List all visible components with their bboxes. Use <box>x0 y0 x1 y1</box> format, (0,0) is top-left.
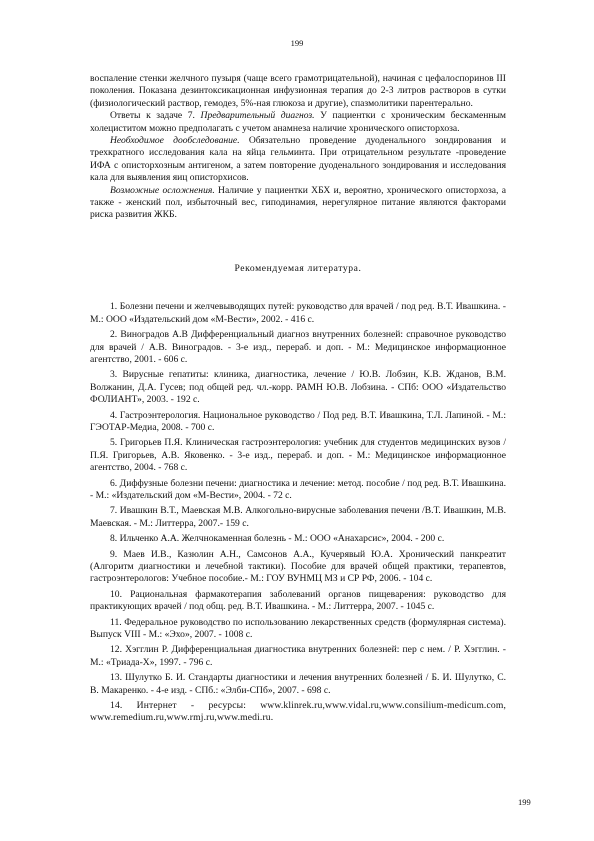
page-content <box>90 73 506 728</box>
reference-item: 5. Григорьев П.Я. Клиническая гастроэнтерология: учебник для студентов медицинских вузов / П.Я. Григорьев, А.В. Яковенко. - 3-е изд., перераб. и доп. - М.: Медицинское информационное агентство, 2004. - 768 с. <box>90 437 506 474</box>
references-list <box>90 301 506 725</box>
reference-item: 11. Федеральное руководство по использованию лекарственных средств (формулярная система). Выпуск VIII - М.: «Эхо», 2007. - 1008 с. <box>90 616 506 641</box>
reference-item-internet: 14. Интернет - ресурсы: www.klinrek.ru,www.vidal.ru,www.consilium-medicum.com, www.remedium.ru,www.rmj.ru,www.medi.ru. <box>90 700 506 724</box>
required-exam-text: Обязательно проведение дуоденального зондирования и трехкратного исследования кала на яйца гельминта. При отрицательном результате -проведение ИФА с описторхозным антигеном, а затем повторение дуоденального зондирования и исследования кала для выявления яиц описторхисов. <box>90 135 506 184</box>
required-exam-label: Необходимое дообследование. <box>110 135 240 147</box>
reference-item: 6. Диффузные болезни печени: диагностика и лечение: метод. пособие / под ред. В.Т. Ивашкина. - М.: «Издательский дом «М-Вести», 2004. - 72 с. <box>90 477 506 501</box>
reference-item: 3. Вирусные гепатиты: клиника, диагностика, лечение / Ю.В. Лобзин, К.В. Жданов, В.М. Волжанин, Д.А. Гусев; под общей ред. чл.-корр. РАМН Ю.В. Лобзина. - СПб: ООО «Издательство ФОЛИАНТ», 2003. - 192 с. <box>90 369 506 406</box>
reference-item: 2. Виноградов А.В Дифференциальный диагноз внутренних болезней: справочное руководство для врачей / А.В. Виноградов. - 3-е изд., перераб. и доп. - М.: Медицинское информационное агентство, 2001. - 606 с. <box>90 329 506 365</box>
paragraph-treatment: воспаление стенки желчного пузыря (чаще всего грамотрицательной), начиная с цефалоспоринов III поколения. Показана дезинтоксикационная инфузионная терапия до 2-3 литров растворов в сутки (физиологический раствор, гемодез, 5%-ная глюкоза и другие), спазмолитики парентерально. <box>90 73 506 109</box>
page-number-bottom: 199 <box>518 797 531 807</box>
reference-item: 12. Хэгглин Р. Дифференциальная диагностика внутренних болезней: пер с нем. / Р. Хэгглин. - М.: «Триада-Х», 1997. - 796 с. <box>90 644 506 668</box>
reference-item: 10. Рациональная фармакотерапия заболеваний органов пищеварения: руководство для практикующих врачей / под общ. ред. В.Т. Ивашкина. - М.: Литтерра, 2007. - 1045 с. <box>90 588 506 613</box>
paragraph-answers-task-7 <box>90 110 506 135</box>
references-heading: Рекомендуемая литература. <box>234 262 362 274</box>
reference-item: 9. Маев И.В., Казюлин А.Н., Самсонов А.А., Кучерявый Ю.А. Хронический панкреатит (Алгоритм диагностики и лечебной тактики). Пособие для врачей общей практики, терапевтов, гастроэнтерологов: Учебное пособие.- М.: ГОУ ВУНМЦ МЗ и СР РФ, 2006. - 104 с. <box>90 548 506 585</box>
complications-text: Наличие у пациентки ХБХ и, вероятно, хронического описторхоза, а также - женский пол, избыточный вес, гиподинамия, нерегулярное питание являются факторами риска развития ЖКБ. <box>90 184 506 221</box>
complications-label: Возможные осложнения. <box>110 184 215 196</box>
page-number-top: 199 <box>290 38 304 48</box>
reference-item: 1. Болезни печени и желчевыводящих путей: руководство для врачей / под ред. В.Т. Ивашкина. - М.: ООО «Издательский дом «М-Вести», 2002. - 416 с. <box>90 301 506 325</box>
paragraph-complications <box>90 185 506 222</box>
reference-item: 13. Шулутко Б. И. Стандарты диагностики и лечения внутренних болезней / Б. И. Шулутко, С. В. Макаренко. - 4-е изд. - СПб.: «Элби-СПб», 2007. - 698 с. <box>90 672 506 696</box>
reference-item: 7. Ивашкин В.Т., Маевская М.В. Алкогольно-вирусные заболевания печени /В.Т. Ивашкин, М.В. Маевская. - М.: Литтерра, 2007.- 159 с. <box>90 505 506 529</box>
preliminary-diagnosis-label: Предварительный диагноз. <box>200 110 315 122</box>
paragraph-required-exam <box>90 135 506 185</box>
preliminary-diagnosis-text: У пациентки с хроническим бескаменным холециститом можно предполагать с учетом анамнеза наличие хронического описторхоза. <box>90 110 506 134</box>
reference-item: 8. Ильченко А.А. Желчнокаменная болезнь - М.: ООО «Анахарсис», 2004. - 200 с. <box>110 533 445 545</box>
reference-item: 4. Гастроэнтерология. Национальное руководство / Под ред. В.Т. Ивашкина, Т.Л. Лапиной. - М.: ГЭОТАР-Медиа, 2008. - 700 с. <box>90 409 506 433</box>
answers-lead: Ответы к задаче 7. <box>110 110 195 122</box>
